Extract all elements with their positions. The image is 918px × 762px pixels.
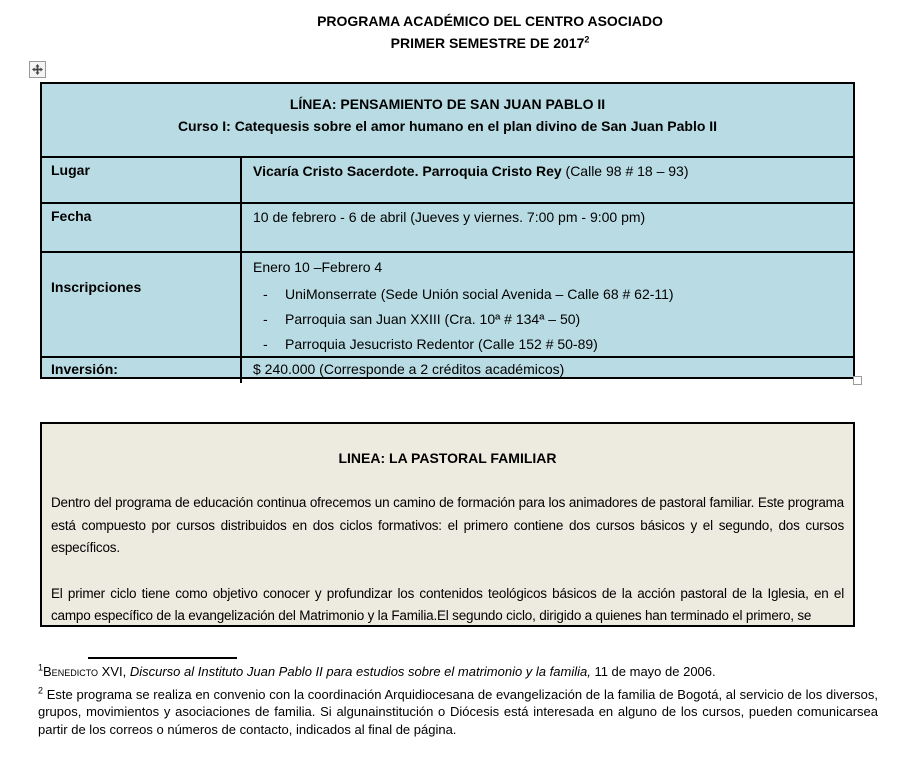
- fecha-value: 10 de febrero - 6 de abril (Jueves y viernes. 7:00 pm - 9:00 pm): [253, 209, 646, 225]
- inscripciones-intro: Enero 10 –Febrero 4: [253, 259, 383, 275]
- page-title-line2: PRIMER SEMESTRE DE 2017$^2$: [390, 34, 590, 51]
- footnote-1-title: Discurso al Instituto Juan Pablo II para estudios sobre el matrimonio y la familia,: [129, 664, 591, 679]
- footnote-separator: [88, 657, 237, 659]
- bullet-dash: -: [263, 311, 268, 327]
- table-row-inscripciones: [42, 253, 853, 358]
- move-cross-icon: [32, 64, 43, 75]
- bullet-text: UniMonserrate (Sede Unión social Avenida – Calle 68 # 62-11): [285, 286, 674, 302]
- lugar-label: Lugar: [42, 158, 242, 202]
- bullet-text: Parroquia san Juan XXIII (Cra. 10ª # 134ª – 50): [285, 311, 581, 327]
- table-row-fecha: [42, 204, 853, 253]
- inscripciones-bullet: [253, 282, 845, 307]
- table-resize-handle[interactable]: [853, 376, 862, 385]
- course-table-header: [42, 84, 853, 158]
- title-footnote-ref: 2: [584, 34, 590, 45]
- bullet-dash: -: [263, 336, 268, 352]
- footnote-2-marker: 2: [38, 685, 44, 696]
- inscripciones-value: [242, 253, 853, 356]
- footnotes: [38, 663, 878, 738]
- footnote-2-text: Este programa se realiza en convenio con la coordinación Arquidiocesana de evangelización de la familia de Bogotá, al servicio de los diversos, grupos, movimientos y asociaciones de familia. Si algunainstitución o Diócesis está interesada en alguno de los cursos, pueden comunicarsea partir de los correos o números de contacto, indicados al final de página.: [38, 686, 878, 737]
- course-table: [40, 82, 855, 379]
- pastoral-heading: LINEA: LA PASTORAL FAMILIAR: [338, 450, 557, 466]
- inscripciones-bullet: [253, 307, 845, 332]
- pastoral-paragraph-1: Dentro del programa de educación continua ofrecemos un camino de formación para los animadores de pastoral familiar. Este programa está compuesto por cursos distribuidos en dos ciclos formativos: el primero contiene dos cursos básicos y el segundo, dos cursos específicos.: [51, 495, 844, 555]
- page-title-line1: PROGRAMA ACADÉMICO DEL CENTRO ASOCIADO: [317, 13, 663, 29]
- fecha-label: Fecha: [42, 204, 242, 251]
- lugar-value-bold: Vicaría Cristo Sacerdote. Parroquia Cristo Rey: [253, 163, 562, 179]
- inscripciones-label: Inscripciones: [42, 253, 242, 356]
- footnote-2: [38, 686, 878, 739]
- footnote-1: [38, 663, 878, 681]
- table-row-inversion: [42, 358, 853, 383]
- lugar-value-rest: (Calle 98 # 18 – 93): [561, 163, 689, 179]
- table-row-lugar: [42, 158, 853, 204]
- inscripciones-bullet: [253, 332, 845, 357]
- lugar-value: [242, 158, 853, 202]
- table-move-handle[interactable]: [29, 61, 46, 78]
- footnote-1-author: Benedicto: [43, 664, 99, 679]
- page-title: [62, 10, 918, 54]
- course-table-title-line2: Curso I: Catequesis sobre el amor humano en el plan divino de San Juan Pablo II: [177, 118, 718, 134]
- bullet-dash: -: [263, 286, 268, 302]
- pastoral-box: [40, 422, 855, 627]
- pastoral-paragraph-2: El primer ciclo tiene como objetivo conocer y profundizar los contenidos teológicos básicos de la acción pastoral de la Iglesia, en el campo específico de la evangelización del Matrimonio y la Familia.El segundo ciclo, dirigido a quienes han terminado el primero, se: [51, 585, 844, 623]
- bullet-text: Parroquia Jesucristo Redentor (Calle 152 # 50-89): [285, 336, 598, 352]
- course-table-title-line1: LÍNEA: PENSAMIENTO DE SAN JUAN PABLO II: [289, 96, 606, 112]
- inversion-label: Inversión:: [42, 358, 242, 383]
- footnote-1-marker: 1: [38, 662, 44, 673]
- inversion-value: $ 240.000 (Corresponde a 2 créditos académicos): [253, 361, 565, 377]
- footnote-1-tail: 11 de mayo de 2006.: [590, 664, 716, 679]
- footnote-1-mid: XVI,: [98, 664, 130, 679]
